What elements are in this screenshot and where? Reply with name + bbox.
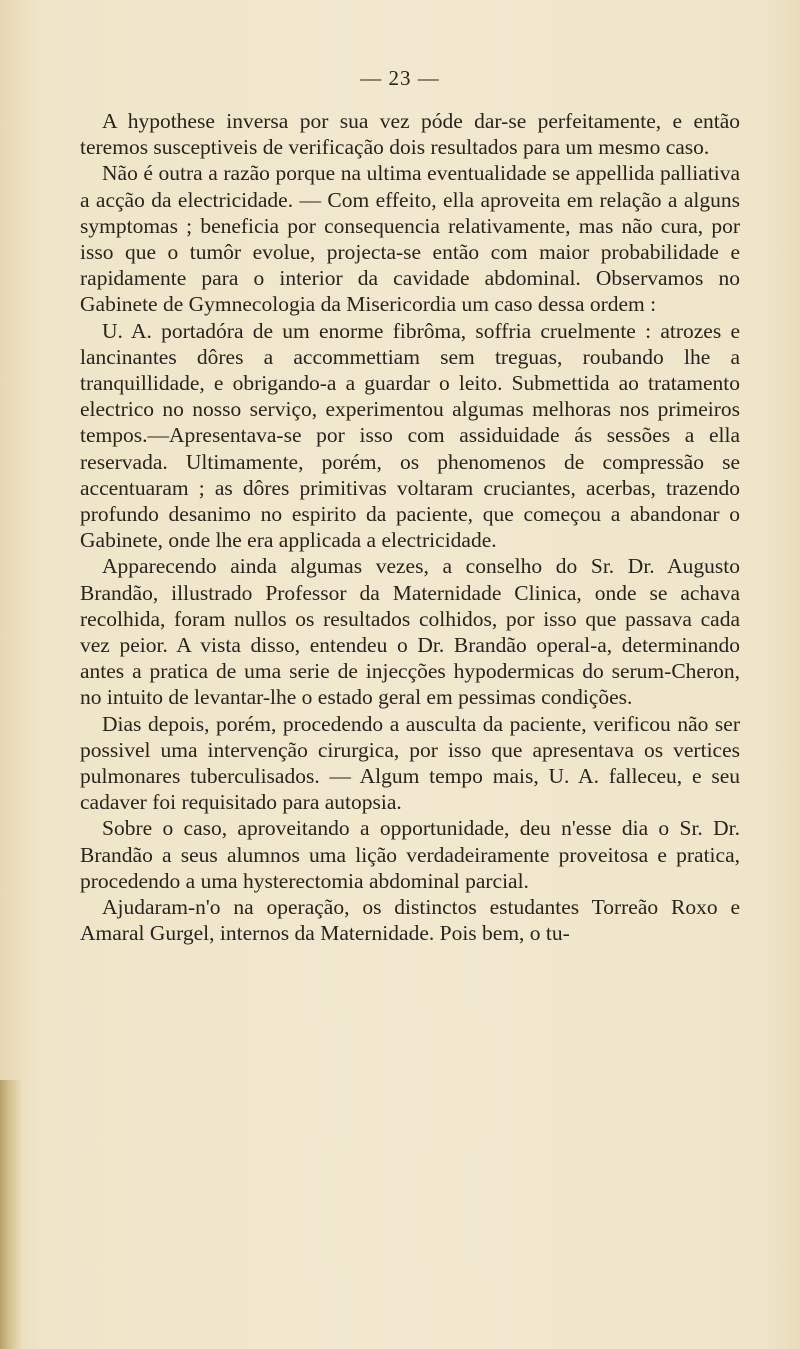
paragraph-3: U. A. portadóra de um enorme fibrôma, soffria cruelmente : atrozes e lancinantes dôres a accommettiam sem treguas, roubando lhe a tranquillidade, e obrigando-a a guardar o leito. Submettida ao tratamento electrico no nosso serviço, experimentou algumas melhoras nos primeiros tempos.—Apresentava-se por isso com assiduidade ás sessões a ella reservada. Ultimamente, porém, os phenomenos de compressão se accentuaram ; as dôres primitivas voltaram cruciantes, acerbas, trazendo profundo desanimo no espirito da paciente, que começou a abandonar o Gabinete, onde lhe era applicada a electricidade. <box>80 318 740 553</box>
page-number: — 23 — <box>360 66 440 90</box>
paragraph-2: Não é outra a razão porque na ultima eventualidade se appellida palliativa a acção da electricidade. — Com effeito, ella aproveita em relação a alguns symptomas ; beneficia por consequencia relativamente, mas não cura, por isso que o tumôr evolue, projecta-se então com maior probabilidade e rapidamente para o interior da cavidade abdominal. Observamos no Gabinete de Gymnecologia da Misericordia um caso dessa ordem : <box>80 161 740 317</box>
text-body <box>80 108 740 947</box>
paragraph-1: A hypothese inversa por sua vez póde dar-se perfeitamente, e então teremos susceptiveis de verificação dois resultados para um mesmo caso. <box>80 109 740 160</box>
paragraph-5: Dias depois, porém, procedendo a ausculta da paciente, verificou não ser possivel uma intervenção cirurgica, por isso que apresentava os vertices pulmonares tuberculisados. — Algum tempo mais, U. A. falleceu, e seu cadaver foi requisitado para autopsia. <box>80 711 740 815</box>
page-edge-stain <box>0 1080 22 1349</box>
paragraph-4: Apparecendo ainda algumas vezes, a conselho do Sr. Dr. Augusto Brandão, illustrado Professor da Maternidade Clinica, onde se achava recolhida, foram nullos os resultados colhidos, por isso que passava cada vez peior. A vista disso, entendeu o Dr. Brandão operal-a, determinando antes a pratica de uma serie de injecções hypodermicas do serum-Cheron, no intuito de levantar-lhe o estado geral em pessimas condições. <box>80 554 740 710</box>
paragraph-7: Ajudaram-n'o na operação, os distinctos estudantes Torreão Roxo e Amaral Gurgel, internos da Maternidade. Pois bem, o tu- <box>80 895 740 946</box>
paragraph-6: Sobre o caso, aproveitando a opportunidade, deu n'esse dia o Sr. Dr. Brandão a seus alumnos uma lição verdadeiramente proveitosa e pratica, procedendo a uma hysterectomia abdominal parcial. <box>80 816 740 893</box>
